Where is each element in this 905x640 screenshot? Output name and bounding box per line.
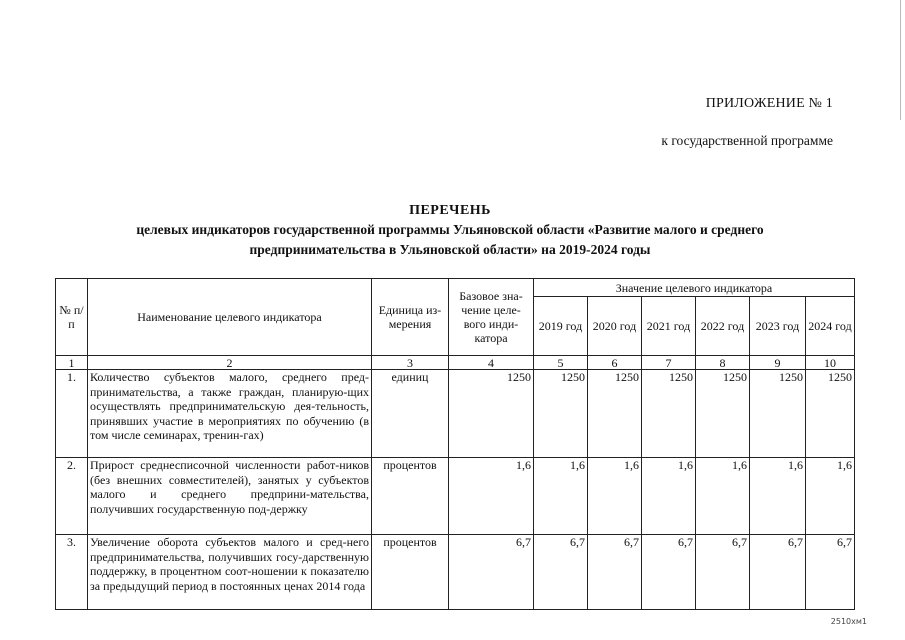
document-subheading-line1: целевых индикаторов государственной программы Ульяновской области «Развитие малого и среднего (136, 222, 764, 237)
base-value: 1250 (449, 370, 534, 458)
value-2022: 1,6 (696, 458, 750, 535)
value-2024: 6,7 (806, 535, 855, 610)
column-number: 10 (806, 356, 855, 370)
value-2024: 1250 (806, 370, 855, 458)
header-year-2020: 2020 год (588, 297, 642, 356)
column-number: 8 (696, 356, 750, 370)
row-number: 3. (56, 535, 88, 610)
column-number: 2 (88, 356, 372, 370)
indicator-name: Прирост среднесписочной численности работ-ников (без внешних совместителей), занятых у субъектов малого и среднего предприни-мательства, получивших государственную под-держку (88, 458, 372, 535)
column-number: 3 (372, 356, 449, 370)
table-row (56, 458, 855, 535)
value-2023: 1,6 (750, 458, 806, 535)
value-2019: 1250 (534, 370, 588, 458)
header-year-2024: 2024 год (806, 297, 855, 356)
indicator-name: Количество субъектов малого, среднего пред-принимательства, а также граждан, планирую-щих осуществлять предпринимательскую дея-тельность, принявших участие в мероприятиях по обучению (в том числе семинарах, тренин-гах) (88, 370, 372, 458)
column-number: 4 (449, 356, 534, 370)
header-num: № п/п (56, 279, 88, 356)
value-2020: 1,6 (588, 458, 642, 535)
value-2022: 6,7 (696, 535, 750, 610)
base-value: 1,6 (449, 458, 534, 535)
column-number-row (56, 356, 855, 370)
appendix-title: ПРИЛОЖЕНИЕ № 1 (705, 96, 833, 111)
header-year-2021: 2021 год (642, 297, 696, 356)
row-number: 1. (56, 370, 88, 458)
column-number: 6 (588, 356, 642, 370)
header-year-2019: 2019 год (534, 297, 588, 356)
indicator-unit: процентов (372, 458, 449, 535)
value-2021: 6,7 (642, 535, 696, 610)
header-values-group: Значение целевого индикатора (534, 279, 855, 297)
column-number: 7 (642, 356, 696, 370)
value-2020: 1250 (588, 370, 642, 458)
value-2021: 1250 (642, 370, 696, 458)
header-year-2023: 2023 год (750, 297, 806, 356)
indicator-unit: процентов (372, 535, 449, 610)
table-row (56, 370, 855, 458)
row-number: 2. (56, 458, 88, 535)
header-name: Наименование целевого индикатора (88, 279, 372, 356)
indicator-unit: единиц (372, 370, 449, 458)
header-year-2022: 2022 год (696, 297, 750, 356)
document-title-block (60, 203, 840, 259)
header-unit: Единица из-мерения (372, 279, 449, 356)
value-2024: 1,6 (806, 458, 855, 535)
header-base: Базовое зна-чение целе-вого инди-катора (449, 279, 534, 356)
column-number: 9 (750, 356, 806, 370)
base-value: 6,7 (449, 535, 534, 610)
document-heading: ПЕРЕЧЕНЬ (409, 203, 491, 218)
indicators-table (55, 278, 855, 610)
page-code: 2510хм1 (830, 617, 867, 626)
value-2020: 6,7 (588, 535, 642, 610)
indicator-name: Увеличение оборота субъектов малого и сред-него предпринимательства, получивших госу-дарственную поддержку, в процентном соот-ношении к показателю за предыдущий период в постоянных ценах 2014 года (88, 535, 372, 610)
value-2021: 1,6 (642, 458, 696, 535)
document-subheading-line2: предпринимательства в Ульяновской области» на 2019-2024 годы (249, 242, 651, 257)
value-2022: 1250 (696, 370, 750, 458)
value-2023: 6,7 (750, 535, 806, 610)
column-number: 5 (534, 356, 588, 370)
value-2023: 1250 (750, 370, 806, 458)
appendix-subtitle: к государственной программе (661, 133, 833, 148)
column-number: 1 (56, 356, 88, 370)
scan-edge-mark (900, 0, 901, 120)
value-2019: 1,6 (534, 458, 588, 535)
value-2019: 6,7 (534, 535, 588, 610)
table-row (56, 535, 855, 610)
